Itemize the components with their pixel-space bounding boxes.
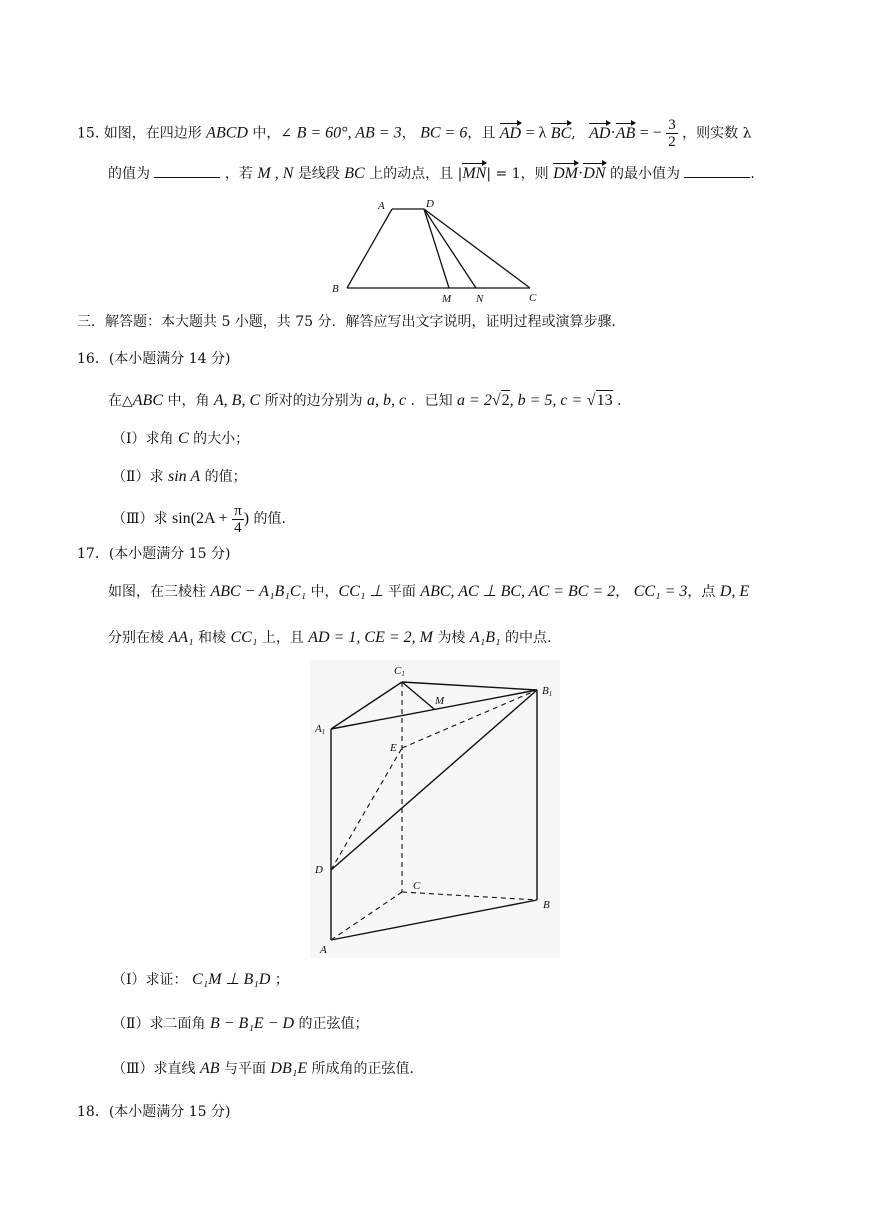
q15-line2: 的值为 ，若 M , N 是线段 BC 上的动点，且 |MN| = 1，则 DM·DN 的最小值为 .: [108, 165, 755, 182]
label-e: E: [390, 742, 397, 754]
label-c: C: [413, 880, 421, 892]
label-b: B: [543, 899, 550, 911]
label-a1: A1: [315, 723, 326, 736]
label-d: D: [315, 864, 323, 876]
q15-number: 15.: [77, 125, 100, 142]
q17-part-2: （Ⅱ）求二面角 B − B₁E − D 的正弦值；: [112, 1015, 369, 1032]
answer-blank-2[interactable]: [684, 163, 750, 178]
q16-part-3: （Ⅲ）求 sin(2A + $\frac{\pi}{4}$ ) 的值.: [112, 502, 286, 536]
vector-bc: BC: [550, 124, 572, 142]
q18-header: 18．(本小题满分 15 分): [77, 1104, 231, 1120]
vector-dn: DN: [583, 165, 606, 182]
q16-part-2: （Ⅱ）求 sin A 的值；: [112, 468, 247, 485]
segment-dn: [424, 209, 476, 288]
segment-dm: [424, 209, 449, 288]
q16-stem: 在△ABC 中，角 A, B, C 所对的边分别为 a, b, c ．已知 a = 2√2, b = 5, c = √13 .: [108, 392, 622, 409]
quadrilateral-figure: [328, 193, 548, 308]
q16-part-1: （Ⅰ）求角 C 的大小；: [112, 430, 250, 447]
segment-dc: [424, 209, 530, 288]
label-m: M: [442, 293, 452, 305]
q17-part-3: （Ⅲ）求直线 AB 与平面 DB₁E 所成角的正弦值.: [112, 1060, 414, 1077]
q17-stem-line2: 分别在棱 AA₁ 和棱 CC₁ 上，且 AD = 1, CE = 2, M 为棱 A₁B₁ 的中点.: [108, 629, 552, 646]
label-d: D: [426, 198, 434, 210]
q17-part-1: （Ⅰ）求证： C₁M ⊥ B₁D ；: [112, 971, 289, 988]
label-b1: B1: [542, 685, 553, 698]
label-c: C: [529, 292, 537, 304]
q17-stem-line1: 如图，在三棱柱 ABC − A₁B₁C₁ 中，CC₁ ⊥ 平面 ABC, AC ⊥ BC, AC = BC = 2， CC₁ = 3，点 D, E: [108, 583, 750, 600]
label-m: M: [435, 695, 445, 707]
vector-ad-2: AD: [589, 124, 611, 142]
label-a: A: [378, 200, 385, 212]
q15-line1: 15. 如图，在四边形 ABCD 中，∠ B = 60°, AB = 3， BC = 6，且 AD = λ BC, AD·AB = − $\frac{3}{2}$ ，则实数 λ: [77, 117, 752, 150]
vector-mn: MN: [462, 165, 487, 182]
q17-header: 17．(本小题满分 15 分): [77, 546, 231, 562]
label-n: N: [476, 293, 484, 305]
segment-ab: [347, 209, 392, 288]
prism-figure: [310, 660, 560, 958]
label-a: A: [320, 944, 327, 956]
vector-ad: AD: [499, 124, 522, 142]
fraction-pi-4: $\frac{\pi}{4}$: [234, 502, 242, 536]
label-b: B: [332, 283, 339, 295]
q16-header: 16．(本小题满分 14 分): [77, 351, 231, 367]
vector-ab: AB: [615, 124, 636, 142]
vector-dm: DM: [553, 165, 578, 182]
section-3-heading: 三．解答题：本大题共 5 小题，共 75 分．解答应写出文字说明，证明过程或演算步骤．: [77, 314, 626, 330]
answer-blank-1[interactable]: [154, 163, 220, 178]
label-c1: C1: [394, 665, 405, 678]
fraction-3-2: $\frac{3}{2}$: [668, 117, 676, 150]
